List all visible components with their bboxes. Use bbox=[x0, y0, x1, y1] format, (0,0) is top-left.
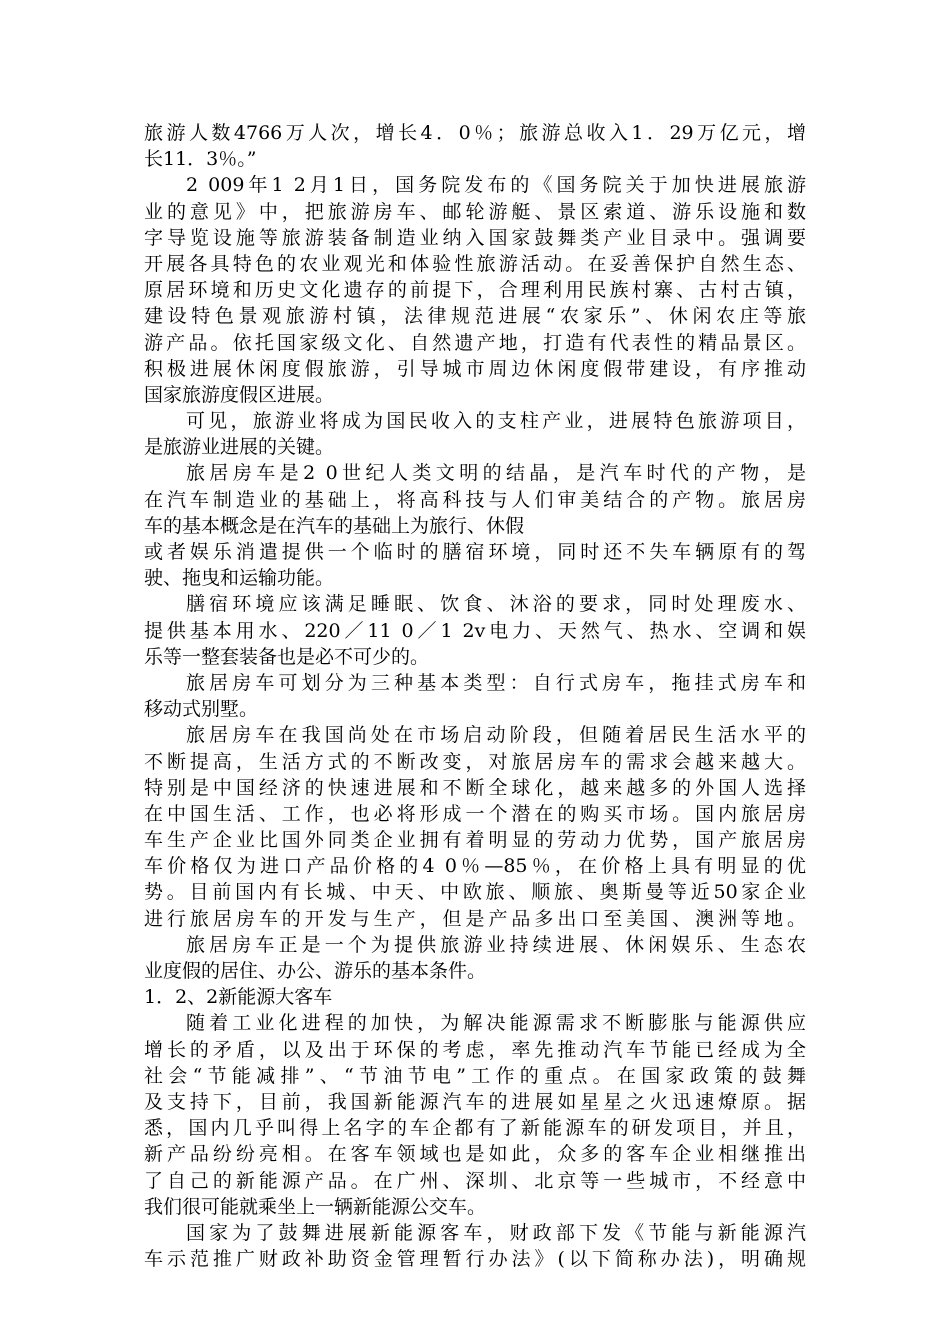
text-line: 建设特色景观旅游村镇，法律规范进展“农家乐”、休闲农庄等旅 bbox=[144, 305, 806, 328]
text-line: 车的基本概念是在汽车的基础上为旅行、休假 bbox=[144, 514, 525, 537]
document-page bbox=[144, 120, 806, 1272]
text-line: 悉，国内几乎叫得上名字的车企都有了新能源车的研发项目，并且， bbox=[144, 1117, 806, 1140]
text-line: 膳宿环境应该满足睡眠、饮食、沐浴的要求，同时处理废水、 bbox=[186, 593, 806, 616]
text-line: 可见，旅游业将成为国民收入的支柱产业，进展特色旅游项目， bbox=[186, 410, 806, 433]
text-line: 开展各具特色的农业观光和体验性旅游活动。在妥善保护自然生态、 bbox=[144, 252, 806, 275]
text-line: 2 009年1 2月1日，国务院发布的《国务院关于加快进展旅游 bbox=[186, 174, 806, 197]
text-line: 车示范推广财政补助资金管理暂行办法》(以下简称办法)，明确规 bbox=[144, 1248, 806, 1271]
text-line: 乐等一整套装备也是必不可少的。 bbox=[144, 645, 430, 668]
text-line: 我们很可能就乘坐上一辆新能源公交车。 bbox=[144, 1195, 487, 1218]
text-line: 驶、拖曳和运输功能。 bbox=[144, 567, 335, 590]
text-line: 1．2、2新能源大客车 bbox=[144, 986, 333, 1009]
text-line: 势。目前国内有长城、中天、中欧旅、顺旅、奥斯曼等近50家企业 bbox=[144, 881, 806, 904]
text-line: 车生产企业比国外同类企业拥有着明显的劳动力优势，国产旅居房 bbox=[144, 829, 806, 852]
text-line: 特别是中国经济的快速进展和不断全球化，越来越多的外国人选择 bbox=[144, 776, 806, 799]
text-line: 社会“节能减排”、“节油节电”工作的重点。在国家政策的鼓舞 bbox=[144, 1064, 806, 1087]
text-line: 旅居房车正是一个为提供旅游业持续进展、休闲娱乐、生态农 bbox=[186, 933, 806, 956]
text-line: 国家旅游度假区进展。 bbox=[144, 383, 335, 406]
text-line: 游产品。依托国家级文化、自然遗产地，打造有代表性的精品景区。 bbox=[144, 331, 806, 354]
text-line: 旅居房车在我国尚处在市场启动阶段，但随着居民生活水平的 bbox=[186, 724, 806, 747]
text-line: 旅居房车可划分为三种基本类型：自行式房车，拖挂式房车和 bbox=[186, 671, 806, 694]
text-line: 业的意见》中，把旅游房车、邮轮游艇、景区索道、游乐设施和数 bbox=[144, 200, 806, 223]
text-line: 旅居房车是2 0世纪人类文明的结晶，是汽车时代的产物，是 bbox=[186, 462, 806, 485]
text-line: 进行旅居房车的开发与生产，但是产品多出口至美国、澳洲等地。 bbox=[144, 907, 806, 930]
text-line: 新产品纷纷亮相。在客车领域也是如此，众多的客车企业相继推出 bbox=[144, 1143, 806, 1166]
text-line: 不断提高，生活方式的不断改变，对旅居房车的需求会越来越大。 bbox=[144, 750, 806, 773]
text-line: 在中国生活、工作，也必将形成一个潜在的购买市场。国内旅居房 bbox=[144, 802, 806, 825]
text-line: 移动式别墅。 bbox=[144, 698, 259, 721]
text-line: 及支持下，目前，我国新能源汽车的进展如星星之火迅速燎原。据 bbox=[144, 1090, 806, 1113]
text-line: 长11．3％。” bbox=[144, 148, 257, 171]
text-line: 旅游人数4766万人次，增长4．0％；旅游总收入1．29万亿元，增 bbox=[144, 122, 806, 144]
text-line: 或者娱乐消遣提供一个临时的膳宿环境，同时还不失车辆原有的驾 bbox=[144, 541, 806, 563]
text-line: 是旅游业进展的关键。 bbox=[144, 436, 335, 459]
text-line: 车价格仅为进口产品价格的4 0％—85％，在价格上具有明显的优 bbox=[144, 855, 806, 878]
text-line: 业度假的居住、办公、游乐的基本条件。 bbox=[144, 960, 487, 982]
text-line: 增长的矛盾，以及出于环保的考虑，率先推动汽车节能已经成为全 bbox=[144, 1038, 806, 1061]
text-line: 提供基本用水、220／11 0／1 2v电力、天然气、热水、空调和娱 bbox=[144, 619, 806, 642]
text-line: 积极进展休闲度假旅游，引导城市周边休闲度假带建设，有序推动 bbox=[144, 357, 806, 380]
text-line: 随着工业化进程的加快，为解决能源需求不断膨胀与能源供应 bbox=[186, 1012, 806, 1035]
text-line: 在汽车制造业的基础上，将高科技与人们审美结合的产物。旅居房 bbox=[144, 488, 806, 511]
text-line: 字导览设施等旅游装备制造业纳入国家鼓舞类产业目录中。强调要 bbox=[144, 226, 806, 249]
text-line: 了自己的新能源产品。在广州、深圳、北京等一些城市，不经意中 bbox=[144, 1169, 806, 1192]
text-line: 原居环境和历史文化遗存的前提下，合理利用民族村寨、古村古镇， bbox=[144, 279, 806, 302]
text-line: 国家为了鼓舞进展新能源客车，财政部下发《节能与新能源汽 bbox=[186, 1221, 806, 1244]
